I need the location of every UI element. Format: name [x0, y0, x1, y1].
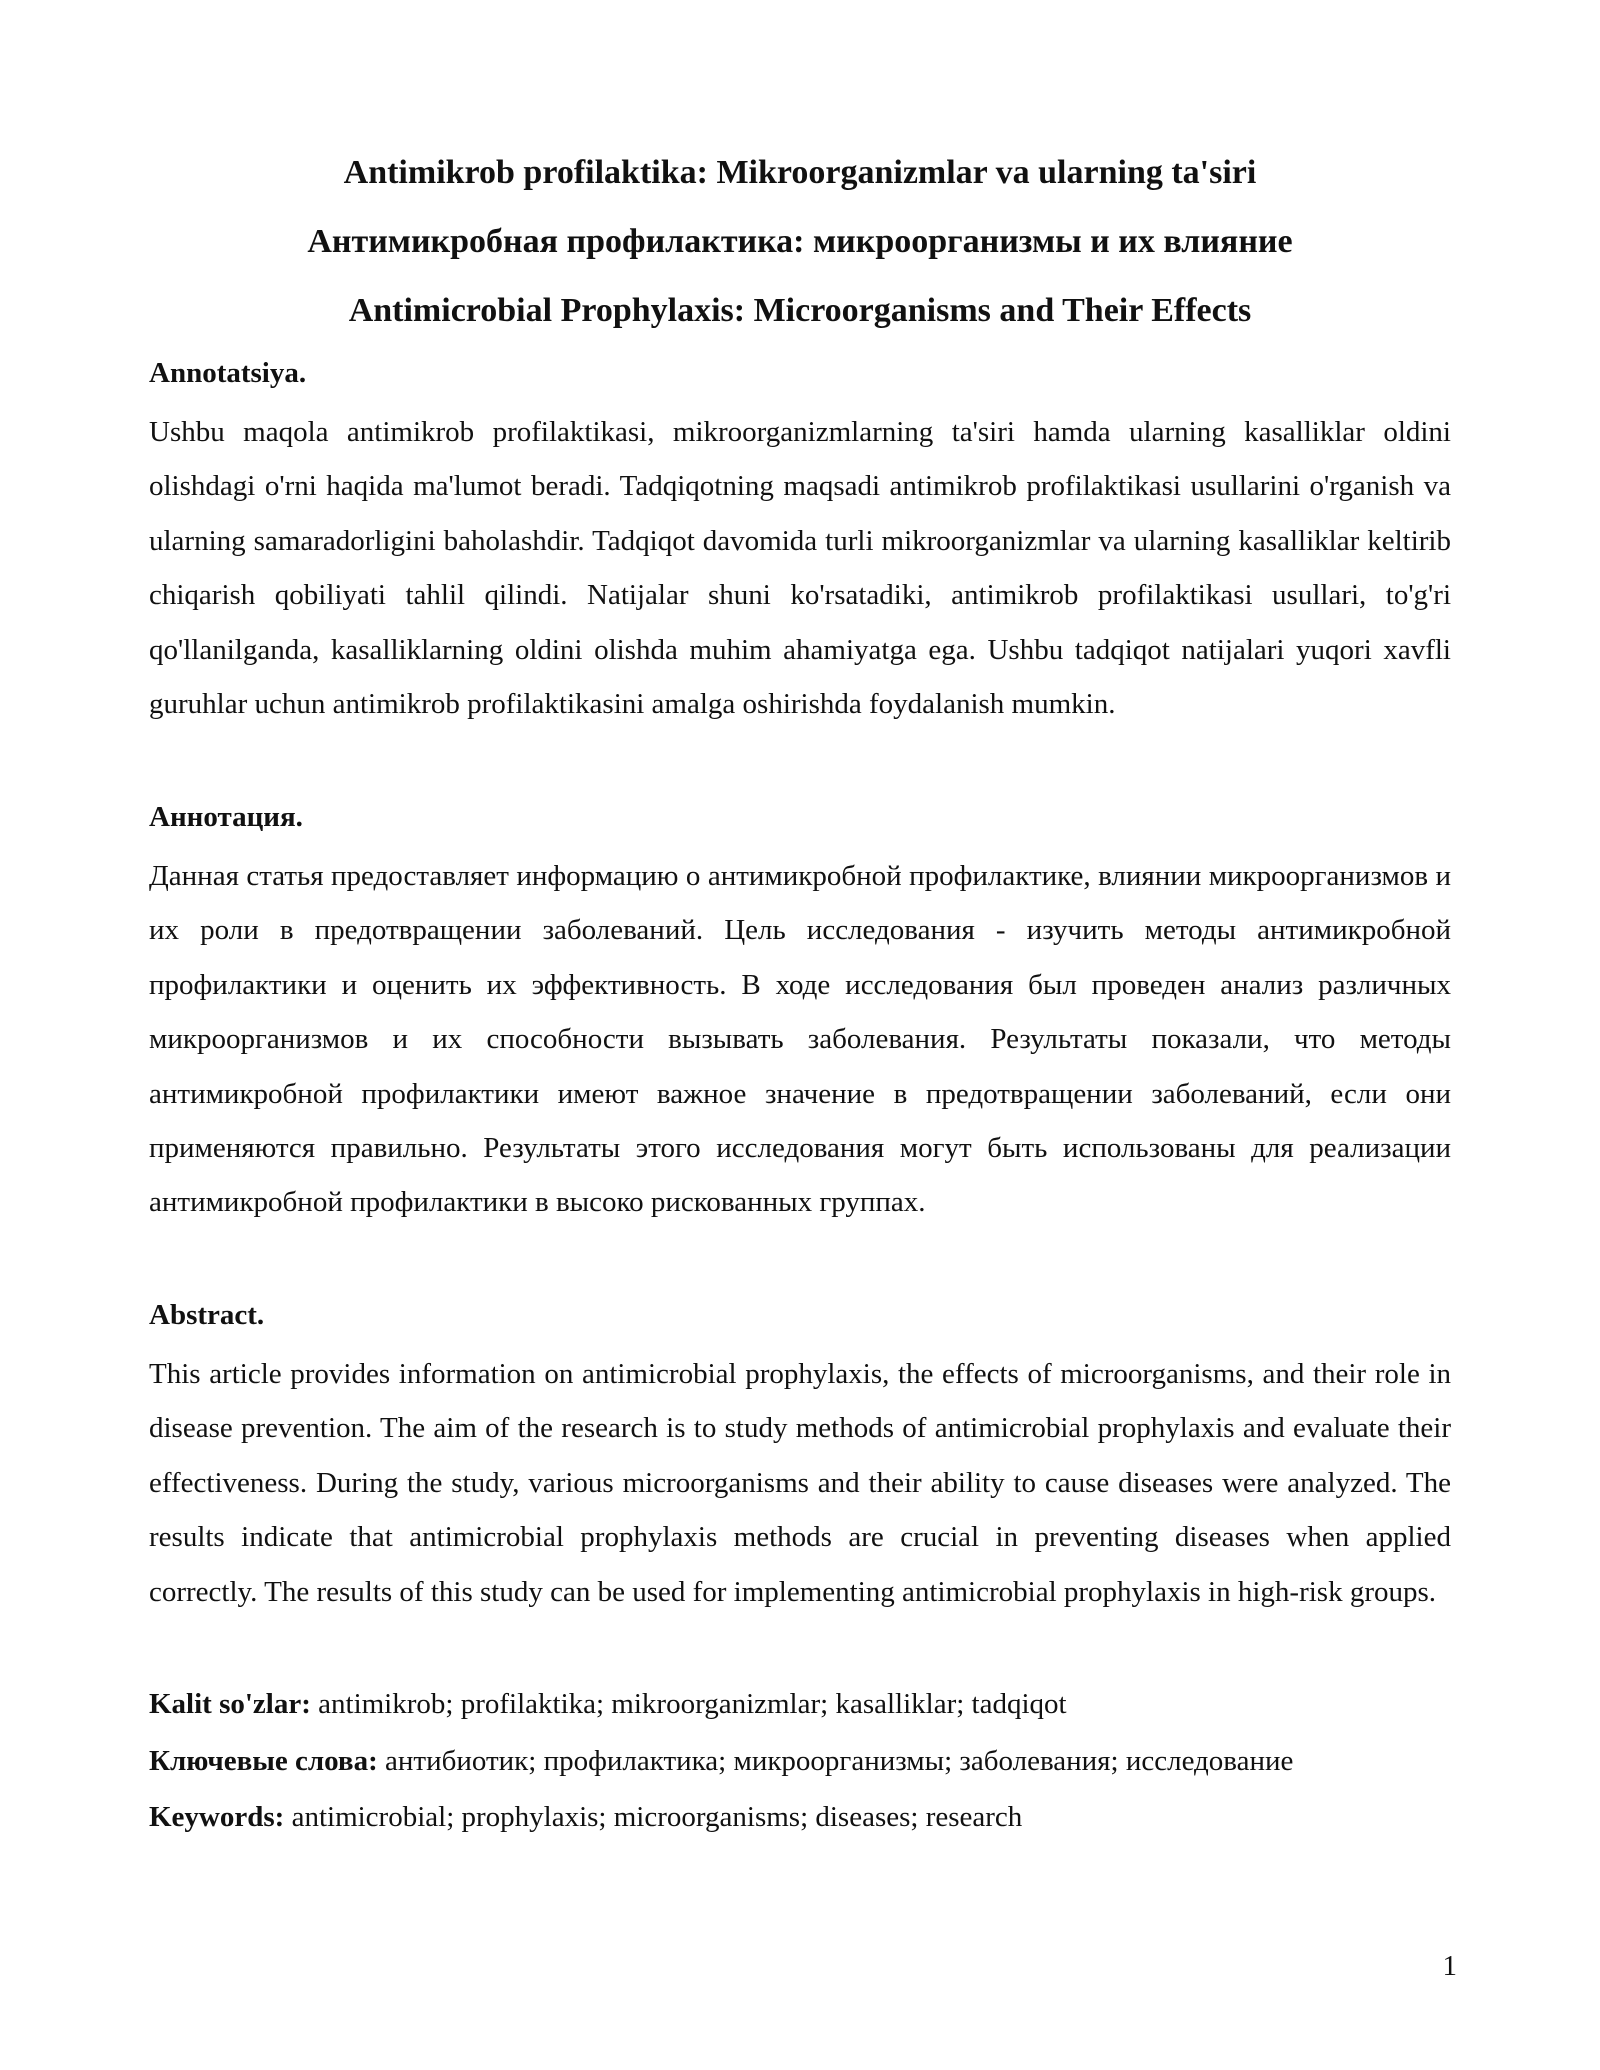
- abstract-uzbek-body: [149, 405, 1451, 731]
- abstract-english-body: [149, 1347, 1451, 1619]
- keywords-uzbek: [149, 1684, 1451, 1724]
- title-russian: Антимикробная профилактика: микроорганизмы и их влияние: [307, 223, 1293, 260]
- abstract-russian-heading: Аннотация.: [149, 801, 303, 833]
- abstract-russian-text: Данная статья предоставляет информацию о антимикробной профилактике, влиянии микроорганизмов и их роли в предотвращении заболеваний. Цель исследования - изучить методы антимикробной профилактики и оценить их эффективность. В ходе исследования был проведен анализ различных микроорганизмов и их способности вызывать заболевания. Результаты показали, что методы антимикробной профилактики имеют важное значение в предотвращении заболеваний, если они применяются правильно. Результаты этого исследования могут быть использованы для реализации антимикробной профилактики в высоко рискованных группах.: [149, 860, 1451, 1219]
- keywords-uzbek-label: Kalit so'zlar:: [149, 1688, 311, 1720]
- abstract-english-heading: Abstract.: [149, 1299, 265, 1331]
- title-english: Antimicrobial Prophylaxis: Microorganisms and Their Effects: [348, 292, 1252, 329]
- abstract-english-text: This article provides information on antimicrobial prophylaxis, the effects of microorganisms, and their role in disease prevention. The aim of the research is to study methods of antimicrobial prophylaxis and evaluate their effectiveness. During the study, various microorganisms and their ability to cause diseases were analyzed. The results indicate that antimicrobial prophylaxis methods are crucial in preventing diseases when applied correctly. The results of this study can be used for implementing antimicrobial prophylaxis in high-risk groups.: [149, 1358, 1451, 1608]
- keywords-english: [149, 1797, 1451, 1837]
- abstract-uzbek-heading: Annotatsiya.: [149, 357, 307, 389]
- keywords-english-label: Keywords:: [149, 1801, 285, 1833]
- abstract-russian-body: [149, 849, 1451, 1230]
- title-block: [0, 138, 1600, 345]
- abstract-uzbek-section: [149, 353, 1451, 393]
- page-number: 1: [1442, 1950, 1457, 1982]
- abstract-russian-section: [149, 797, 1451, 837]
- keywords-russian: [149, 1741, 1451, 1781]
- abstract-english-section: [149, 1295, 1451, 1335]
- title-uzbek: Antimikrob profilaktika: Mikroorganizmlar va ularning ta'siri: [343, 154, 1257, 191]
- abstract-uzbek-text: Ushbu maqola antimikrob profilaktikasi, mikroorganizmlarning ta'siri hamda ularning kasalliklar oldini olishdagi o'rni haqida ma'lumot beradi. Tadqiqotning maqsadi antimikrob profilaktikasi usullarini o'rganish va ularning samaradorligini baholashdir. Tadqiqot davomida turli mikroorganizmlar va ularning kasalliklar keltirib chiqarish qobiliyati tahlil qilindi. Natijalar shuni ko'rsatadiki, antimikrob profilaktikasi usullari, to'g'ri qo'llanilganda, kasalliklarning oldini olishda muhim ahamiyatga ega. Ushbu tadqiqot natijalari yuqori xavfli guruhlar uchun antimikrob profilaktikasini amalga oshirishda foydalanish mumkin.: [149, 416, 1451, 721]
- keywords-english-text: antimicrobial; prophylaxis; microorganisms; diseases; research: [291, 1801, 1023, 1833]
- keywords-russian-text: антибиотик; профилактика; микроорганизмы; заболевания; исследование: [385, 1745, 1294, 1777]
- keywords-russian-label: Ключевые слова:: [149, 1745, 378, 1777]
- keywords-uzbek-text: antimikrob; profilaktika; mikroorganizmlar; kasalliklar; tadqiqot: [318, 1688, 1067, 1720]
